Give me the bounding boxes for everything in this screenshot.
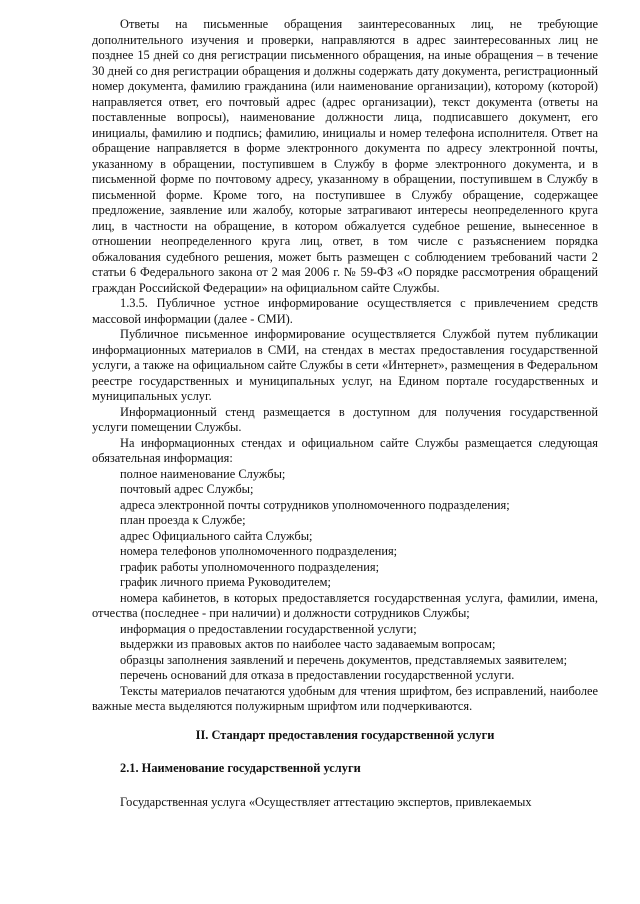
list-item: информация о предоставлении государственной услуги; <box>120 621 417 636</box>
list-item: образцы заполнения заявлений и перечень документов, представляемых заявителем; <box>120 652 568 667</box>
list-item: выдержки из правовых актов по наиболее часто задаваемым вопросам; <box>120 637 496 651</box>
list-item: адрес Официального сайта Службы; <box>120 528 313 543</box>
paragraph-1-3-5: 1.3.5. Публичное устное информирование осуществляется с привлечением средств массовой информации (далее - СМИ). <box>92 296 598 326</box>
list-item: полное наименование Службы; <box>120 466 286 481</box>
section-heading: II. Стандарт предоставления государственной услуги <box>195 727 495 742</box>
list-item: номера телефонов уполномоченного подразделения; <box>120 544 398 558</box>
service-paragraph: Государственная услуга «Осуществляет аттестацию экспертов, привлекаемых <box>120 794 532 809</box>
list-intro-paragraph: На информационных стендах и официальном сайте Службы размещается следующая обязательная информация: <box>92 435 598 465</box>
list-item: номера кабинетов, в которых предоставляется государственная услуга, фамилии, имена, отчества (последнее - при наличии) и должности сотрудников Службы; <box>92 590 598 620</box>
public-written-paragraph: Публичное письменное информирование осуществляется Службой путем публикации информационных материалов в СМИ, на стендах в местах предоставления государственной услуги, а также на официальном сайте Службы в сети «Интернет», размещения в Федеральном реестре государственных и муниципальных услуг, на Едином портале государственных и муниципальных услуг. <box>92 327 598 403</box>
subsection-heading: 2.1. Наименование государственной услуги <box>120 761 361 775</box>
list-item: почтовый адрес Службы; <box>120 482 254 496</box>
list-item: адреса электронной почты сотрудников уполномоченного подразделения; <box>120 497 510 512</box>
required-info-list <box>92 467 598 684</box>
list-item: план проезда к Службе; <box>120 513 246 527</box>
stand-paragraph: Информационный стенд размещается в доступном для получения государственной услуги помещении Службы. <box>92 404 598 434</box>
list-item: график личного приема Руководителем; <box>120 575 331 589</box>
intro-paragraph: Ответы на письменные обращения заинтересованных лиц, не требующие дополнительного изучения и проверки, направляются в адрес заинтересованных лиц не позднее 15 дней со дня регистрации письменного обращения, на иные обращения – в течение 30 дней со дня регистрации обращения и должны содержать дату документа, регистрационный номер документа, фамилию гражданина (или наименование организации), которому (которой) направляется ответ, его почтовый адрес (адрес организации), текст документа (ответы на поставленные вопросы), наименование должности лица, подписавшего документ, его инициалы, фамилию и подпись; фамилию, инициалы и номер телефона исполнителя. Ответ на обращение направляется в форме электронного документа по адресу электронной почты, указанному в обращении, поступившем в Службу в форме электронного документа, и в письменной форме по почтовому адресу, указанному в обращении, поступившем в Службу в письменной форме. Кроме того, на поступившее в Службу обращение, содержащее предложение, заявление или жалобу, которые затрагивают интересы неопределенного круга лиц, в частности на обращение, в котором обжалуется судебное решение, вынесенное в отношении неопределенного круга лиц, ответ, в том числе с разъяснением порядка обжалования судебного решения, может быть размещен с соблюдением требований части 2 статьи 6 Федерального закона от 2 мая 2006 г. № 59-ФЗ «О порядке рассмотрения обращений граждан Российской Федерации» на официальном сайте Службы. <box>92 17 598 295</box>
list-item: график работы уполномоченного подразделения; <box>120 559 380 574</box>
list-item: перечень оснований для отказа в предоставлении государственной услуги. <box>120 668 515 682</box>
texts-paragraph: Тексты материалов печатаются удобным для чтения шрифтом, без исправлений, наиболее важные места выделяются полужирным шрифтом или подчеркиваются. <box>92 683 598 713</box>
